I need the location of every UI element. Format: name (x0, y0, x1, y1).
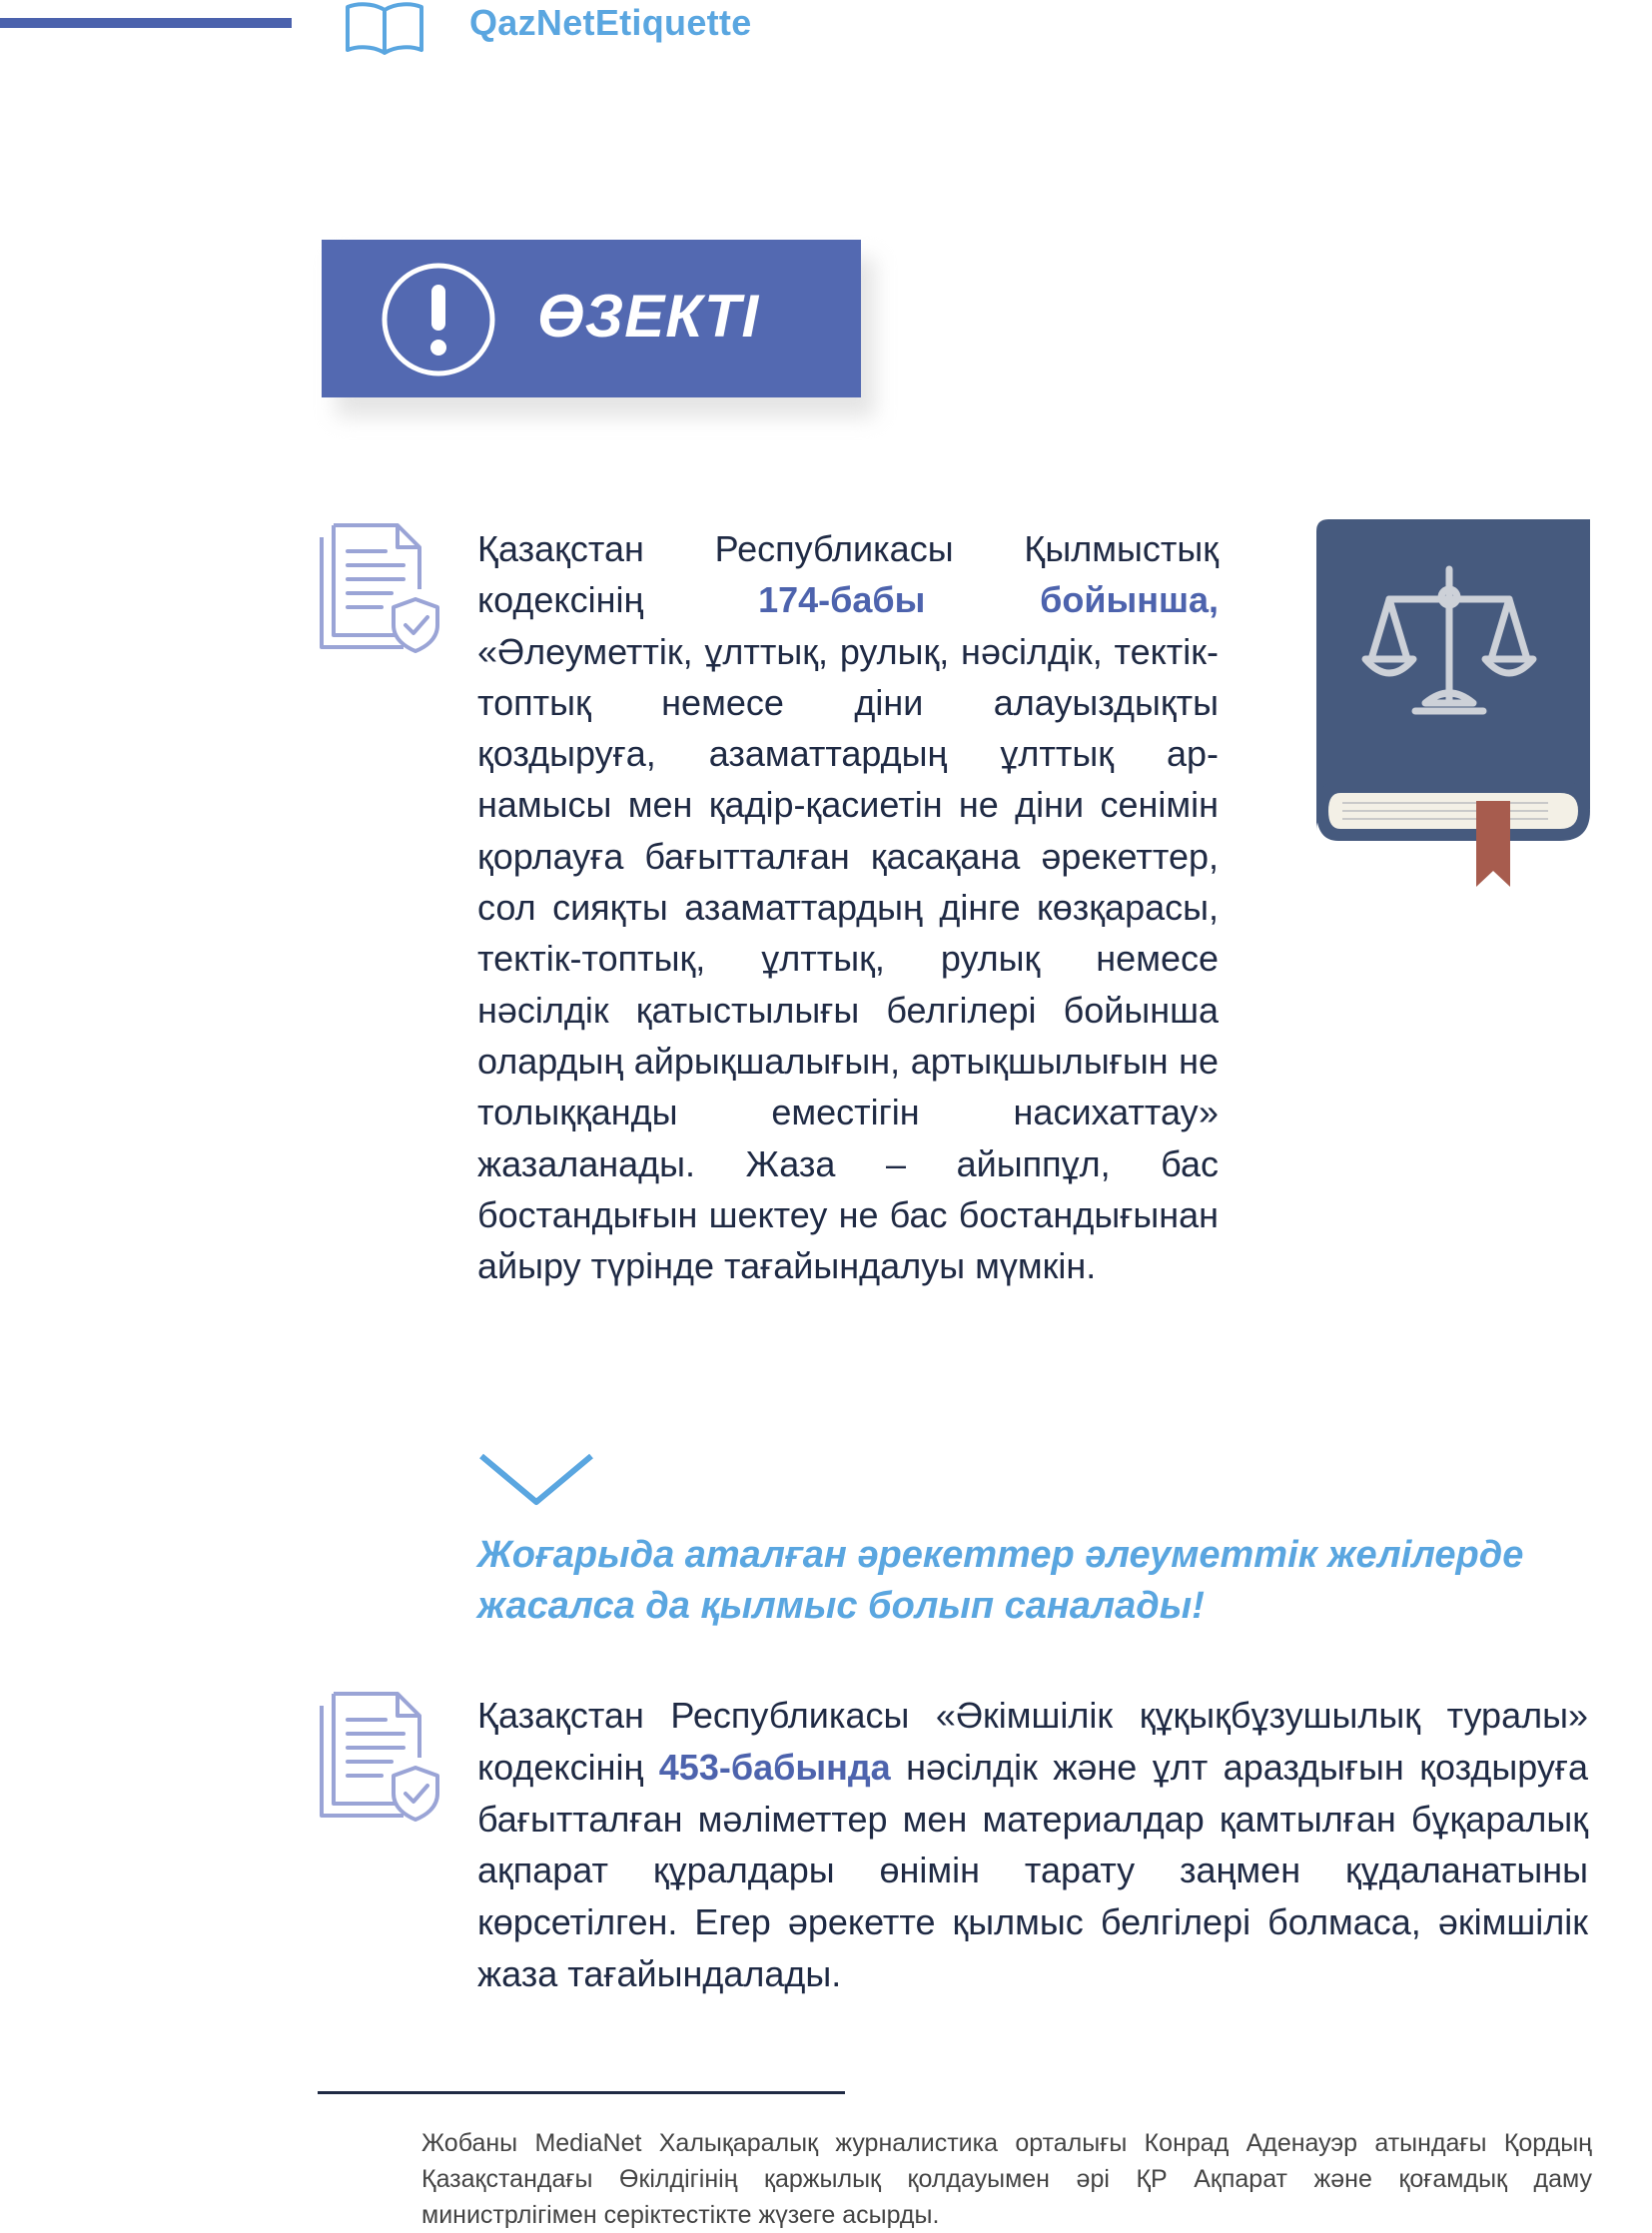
article-453-highlight: 453-бабында (658, 1746, 891, 1788)
footnote: Жобаны MediaNet Халықаралық журналистика орталығы Конрад Аденауэр атындағы Қордың Қазақстандағы Өкілдігінің қаржылық қолдауымен әрі ҚР Ақпарат және қоғамдық даму министрлігімен серіктестікте жүзеге асырды. (421, 2129, 1592, 2229)
paragraph-text: Қазақстан Республикасы Қылмыстық кодексінің (477, 528, 1219, 621)
chevron-down-icon (477, 1452, 595, 1508)
document-shield-icon (312, 1688, 441, 1824)
brand-title: QazNetEtiquette (469, 2, 752, 43)
paragraph-text: Қазақстан Республикасы «Әкімшілік құқықбұзушылық туралы» кодексінің (477, 1695, 1588, 1788)
header-accent-line (0, 18, 292, 28)
open-book-icon (344, 0, 425, 58)
article-453-paragraph (477, 1690, 1588, 2000)
document-shield-icon (312, 519, 441, 655)
exclamation-circle-icon (380, 261, 497, 378)
article-174-paragraph (477, 523, 1219, 1291)
article-174-highlight: 174-бабы бойынша, (758, 579, 1219, 621)
footnote-divider (318, 2091, 845, 2094)
paragraph-text: «Әлеуметтік, ұлттық, рулық, нәсілдік, тектік-топтық немесе діни алауыздықты қоздыруға, азаматтардың ұлттық ар-намысы мен қадір-қасиетін не діни сенімін қорлауға бағытталған қасақана әрекеттер, сол сияқты азаматтардың дінге көзқарасы, тектік-топтық, ұлттық, рулық немесе нәсілдік қатыстылығы белгілері бойынша олардың айрықшалығын, артықшылығын не толыққанды еместігін насихаттау» жазаланады. Жаза – айыппұл, бас бостандығын шектеу не бас бостандығынан айыру түрінде тағайындалуы мүмкін. (477, 630, 1219, 1287)
badge-label: ӨЗЕКТІ (537, 283, 760, 350)
paragraph-text: нәсілдік және ұлт араздығын қоздыруға бағытталған мәліметтер мен материалдар қамтылған бұқаралық ақпарат құралдары өнімін тарату заңмен құдаланатыны көрсетілген. Егер әрекетте қылмыс белгілері болмаса, әкімшілік жаза тағайындалады. (477, 1746, 1589, 1994)
law-book-scales-icon (1298, 519, 1598, 899)
callout-text: Жоғарыда аталған әрекеттер әлеуметтік желілерде жасалса да қылмыс болып саналады! (477, 1534, 1524, 1627)
